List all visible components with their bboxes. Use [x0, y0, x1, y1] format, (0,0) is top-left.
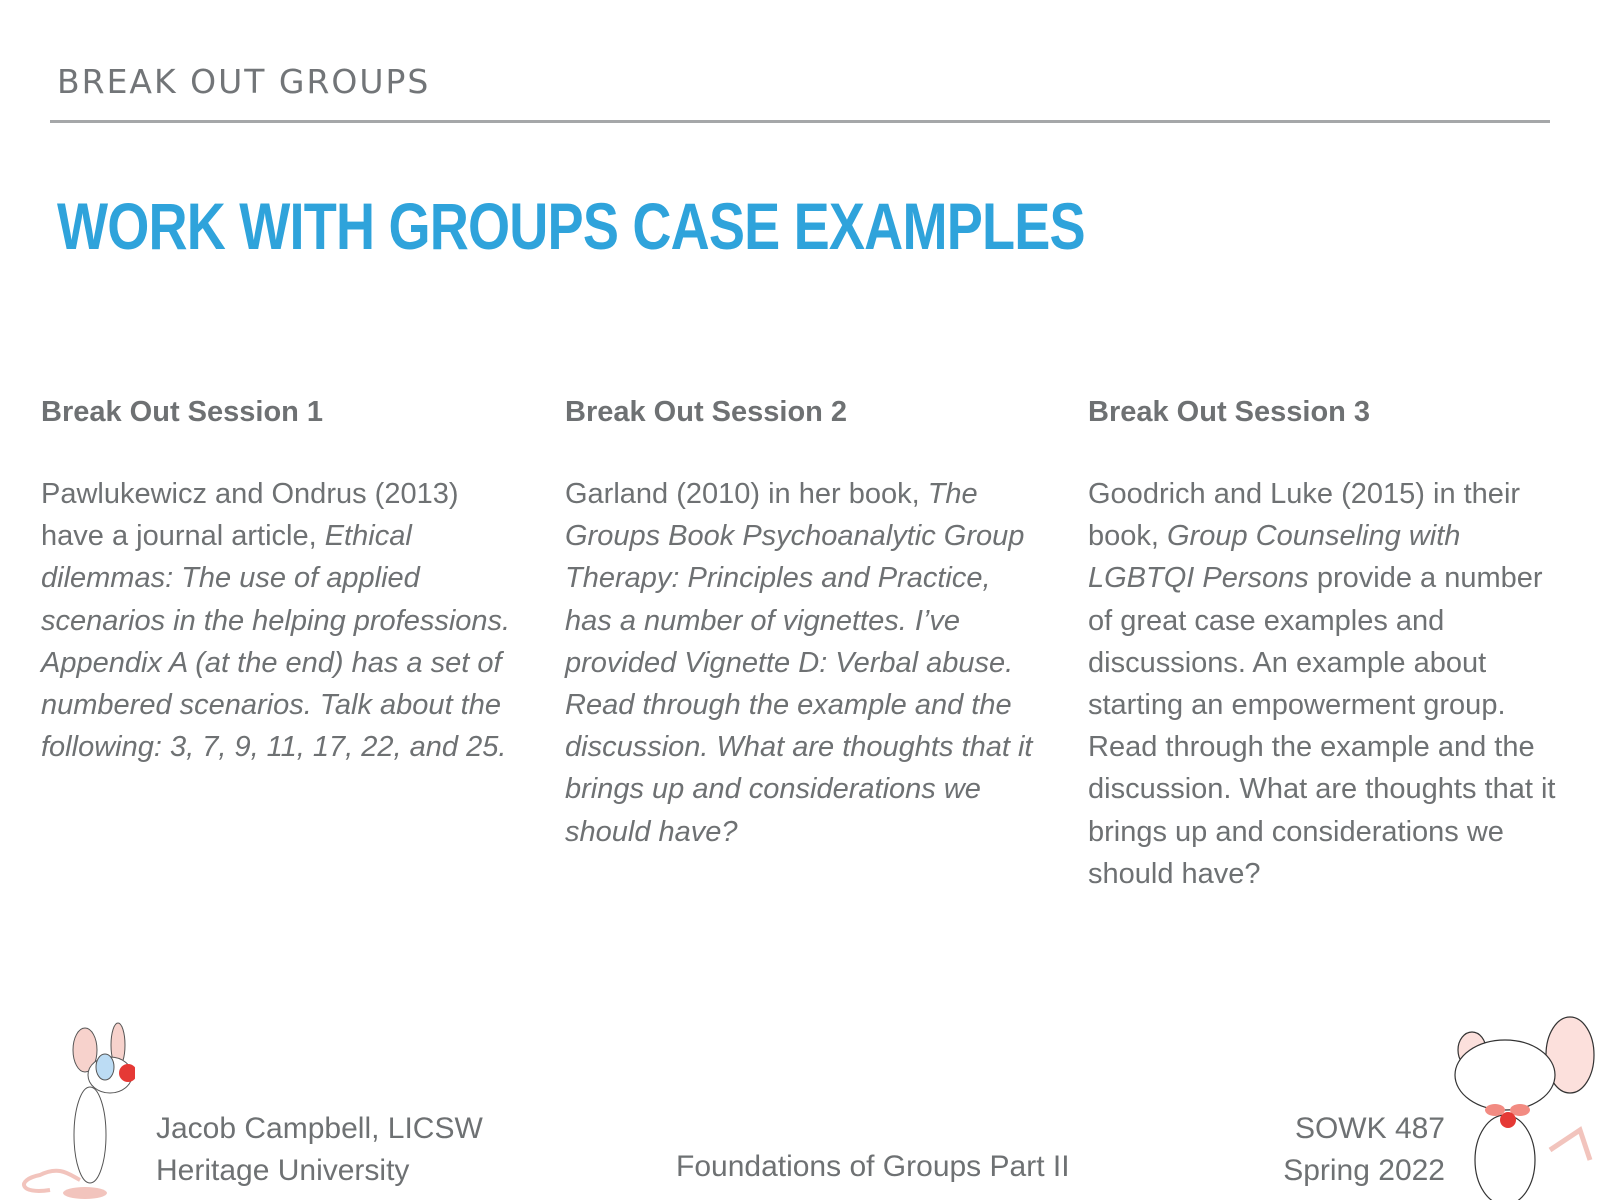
italic-citation-text: Group Counseling with LGBTQI Persons	[1088, 520, 1461, 595]
author-name: Jacob Campbell, LICSW	[156, 1112, 483, 1145]
footer-author-block	[156, 1108, 483, 1192]
session-body	[41, 473, 516, 768]
session-body	[1088, 473, 1568, 895]
header-divider	[50, 120, 1550, 123]
body-text: Garland (2010) in her book,	[565, 478, 928, 510]
slide-title: WORK WITH GROUPS CASE EXAMPLES	[57, 189, 1085, 263]
session-2-column	[565, 396, 1040, 853]
session-body	[565, 473, 1040, 853]
footer-course-block	[1283, 1108, 1445, 1192]
course-code: SOWK 487	[1294, 1112, 1445, 1145]
course-title: Foundations of Groups Part II	[676, 1150, 1070, 1183]
body-text: Goodrich and Luke (2015) in their book,	[1088, 478, 1521, 553]
pinky-mouse-icon	[10, 1015, 135, 1200]
italic-citation-text: The Groups Book Psychoanalytic Group Therapy: Principles and Practice, has a number of vignettes. I’ve provided Vignette D: Verbal abuse. Read through the example and the discussion. What are thoughts that it brings up and considerations we should have?	[565, 478, 1033, 848]
body-text: provide a number of great case examples and discussions. An example about starting an empowerment group. Read through the example and the discussion. What are thoughts that it brings up and considerations we should have?	[1088, 562, 1556, 890]
brain-mouse-icon	[1450, 1010, 1600, 1200]
session-1-column	[41, 396, 516, 768]
session-3-column	[1088, 396, 1568, 895]
session-heading: Break Out Session 3	[1088, 396, 1371, 428]
body-text: Pawlukewicz and Ondrus (2013) have a journal article,	[41, 478, 459, 553]
term: Spring 2022	[1283, 1154, 1445, 1187]
section-label: BREAK OUT GROUPS	[57, 62, 431, 101]
institution: Heritage University	[156, 1154, 410, 1187]
session-heading: Break Out Session 2	[565, 396, 848, 428]
italic-citation-text: Ethical dilemmas: The use of applied scenarios in the helping professions. Appendix A (at the end) has a set of numbered scenarios. Talk about the following: 3, 7, 9, 11, 17, 22, and 25.	[41, 520, 511, 764]
session-heading: Break Out Session 1	[41, 396, 324, 428]
